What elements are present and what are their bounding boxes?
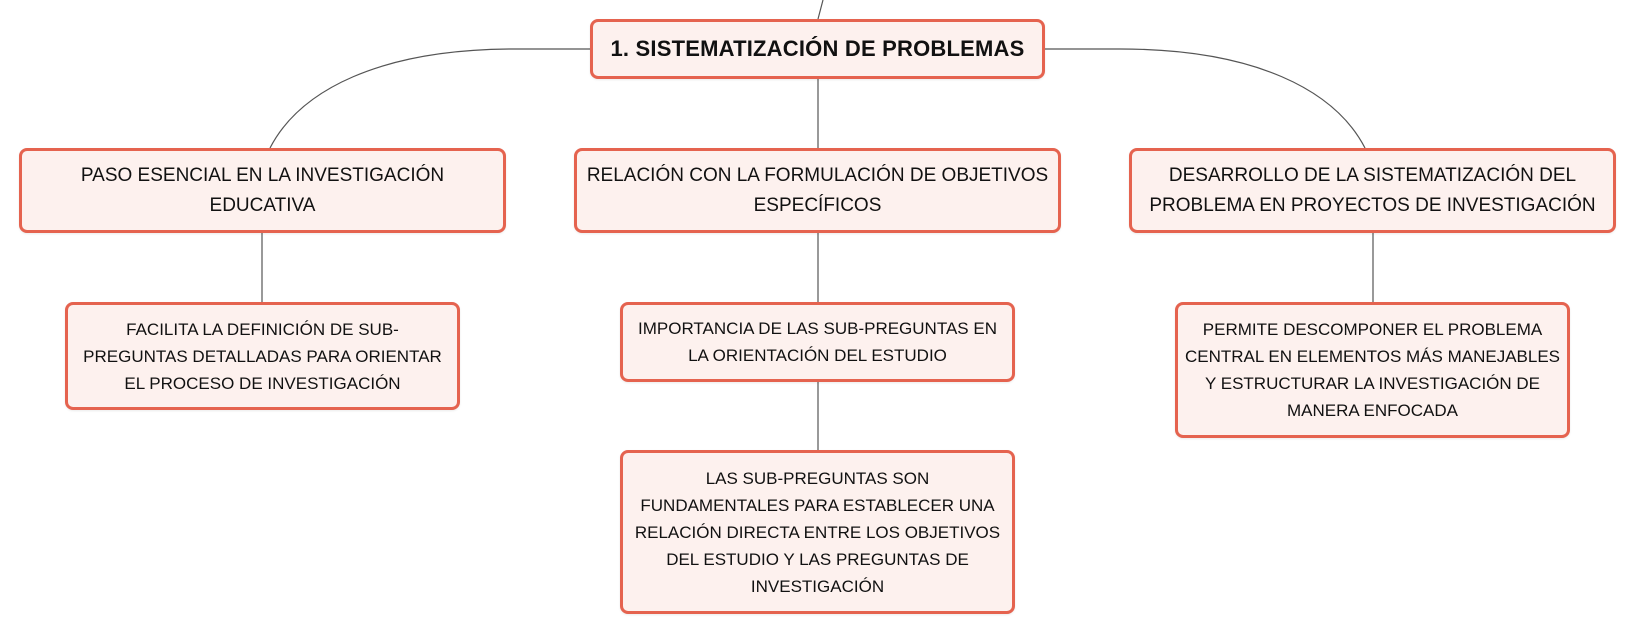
subtopic-importancia-subpreguntas[interactable] — [620, 302, 1015, 382]
subtopic-label: PERMITE DESCOMPONER EL PROBLEMA CENTRAL EN ELEMENTOS MÁS MANEJABLES Y ESTRUCTURAR LA INVESTIGACIÓN DE MANERA ENFOCADA — [1184, 320, 1561, 420]
subtopic-facilita-definicion[interactable] — [65, 302, 460, 410]
connector-root-to-left — [270, 49, 590, 148]
topic-label: PASO ESENCIAL EN LA INVESTIGACIÓN EDUCATIVA — [80, 164, 445, 216]
subtopic-label: LAS SUB-PREGUNTAS SON FUNDAMENTALES PARA ESTABLECER UNA RELACIÓN DIRECTA ENTRE LOS OBJETIVOS DEL ESTUDIO Y LAS PREGUNTAS DE INVESTIGACIÓN — [634, 468, 1001, 596]
connector-root-to-right — [1045, 49, 1365, 148]
subtopic-subpreguntas-fundamentales[interactable] — [620, 450, 1015, 614]
topic-label: RELACIÓN CON LA FORMULACIÓN DE OBJETIVOS ESPECÍFICOS — [586, 164, 1049, 216]
topic-relacion-objetivos[interactable] — [574, 148, 1061, 233]
root-topic[interactable] — [590, 19, 1045, 79]
topic-paso-esencial[interactable] — [19, 148, 506, 233]
connector-parent-to-root — [818, 0, 823, 19]
subtopic-label: IMPORTANCIA DE LAS SUB-PREGUNTAS EN LA ORIENTACIÓN DEL ESTUDIO — [638, 319, 997, 365]
subtopic-permite-descomponer[interactable] — [1175, 302, 1570, 438]
root-topic-label: 1. SISTEMATIZACIÓN DE PROBLEMAS — [610, 36, 1025, 61]
topic-desarrollo-sistematizacion[interactable] — [1129, 148, 1616, 233]
subtopic-label: FACILITA LA DEFINICIÓN DE SUB-PREGUNTAS DETALLADAS PARA ORIENTAR EL PROCESO DE INVESTIGACIÓN — [83, 319, 442, 393]
topic-label: DESARROLLO DE LA SISTEMATIZACIÓN DEL PROBLEMA EN PROYECTOS DE INVESTIGACIÓN — [1149, 164, 1596, 216]
